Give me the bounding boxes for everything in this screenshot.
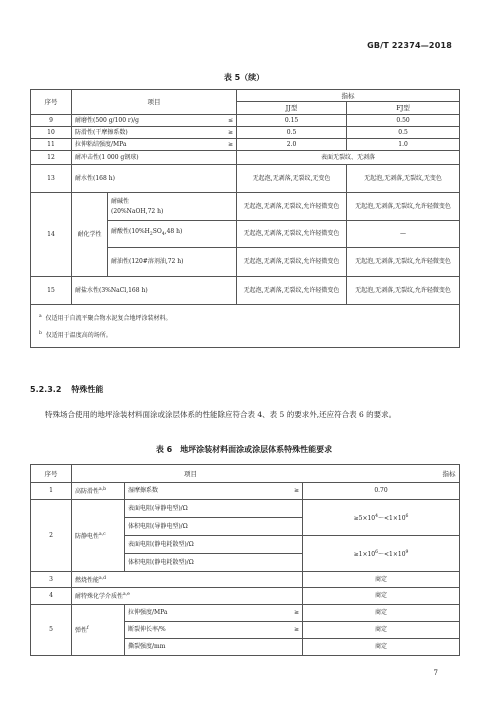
col-header-jj: JJ型 (237, 102, 347, 115)
row-no: 1 (31, 483, 72, 500)
row-item: 表面电阻(静电耗散型)/Ω (125, 536, 303, 554)
row-value-fj: — (347, 221, 460, 248)
table-row (31, 483, 460, 500)
row-no: 14 (31, 193, 72, 277)
table-row (31, 127, 460, 139)
table-row (31, 139, 460, 151)
row-item: 断裂伸长率/% (125, 622, 275, 639)
row-value: 商定 (303, 622, 460, 639)
table6-caption: 表 6 地坪涂装材料面涂或涂层体系特殊性能要求 (155, 445, 333, 454)
row-item: 耐冲击性(1 000 g钢球) (72, 151, 237, 165)
col-header-item: 项目 指标 (72, 465, 460, 483)
row-value-jj: 无起泡,无剥落,无裂纹,允许轻微变色 (237, 277, 347, 305)
col-header-no: 序号 (31, 90, 72, 115)
row-item: 防滑性(干摩擦系数) (72, 127, 209, 139)
row-item: 体积电阻(静电耗散型)/Ω (125, 554, 303, 572)
row-item: 拉伸粘结强度/MPa (72, 139, 209, 151)
row-value-jj: 0.5 (237, 127, 347, 139)
table-row (31, 500, 460, 518)
table-row (31, 605, 460, 622)
table-row (31, 165, 460, 193)
row-value-fj: 0.50 (347, 115, 460, 127)
row-operator: ≥ (275, 622, 303, 639)
row-item: 撕裂强度/mm (125, 639, 303, 656)
row-item: 耐油性(120#溶剂油,72 h) (108, 248, 237, 277)
table-row (31, 588, 460, 605)
row-item: 湿摩擦系数 (125, 483, 275, 500)
page-number: 7 (433, 669, 438, 677)
row-item: 耐碱性 (20%NaOH,72 h) (108, 193, 237, 221)
row-item: 耐酸性($10\%H_2SO_4,48$ h) (108, 221, 237, 248)
row-value-fj: 无起泡,无剥落,无裂纹,允许轻微变色 (347, 277, 460, 305)
row-item: 拉伸强度/MPa (125, 605, 275, 622)
row-group: 耐化学性 (72, 193, 108, 277)
section-heading: 5.2.3.2 特殊性能 (30, 385, 104, 394)
row-value-jj: 无起泡,无剥落,无裂纹,无变色 (237, 165, 347, 193)
row-value-jj: 无起泡,无剥落,无裂纹,允许轻微变色 (237, 248, 347, 277)
row-value-merged: 表面无裂纹、无剥落 (237, 151, 460, 165)
row-no: 13 (31, 165, 72, 193)
row-item: 耐水性(168 h) (72, 165, 237, 193)
row-operator: ≥ (209, 127, 237, 139)
row-operator: ≥ (275, 605, 303, 622)
row-operator: ≥ (209, 139, 237, 151)
row-value-jj: 2.0 (237, 139, 347, 151)
col-header-index: 指标 (237, 90, 460, 102)
col-header-no: 序号 (31, 465, 72, 483)
table-row (31, 151, 460, 165)
row-value: 商定 (303, 588, 460, 605)
row-item: 耐盐水性(3%NaCl,168 h) (72, 277, 237, 305)
row-value-jj: 无起泡,无剥落,无裂纹,允许轻微变色 (237, 193, 347, 221)
row-no: 3 (31, 572, 72, 588)
section-paragraph: 特殊场合使用的地坪涂装材料面涂或涂层体系的性能除应符合表 4、表 5 的要求外,还应符合表 6 的要求。 (45, 410, 397, 419)
table-row (31, 115, 460, 127)
row-no: 5 (31, 605, 72, 656)
row-value-fj: 1.0 (347, 139, 460, 151)
row-value: 商定 (303, 572, 460, 588)
row-value-fj: 0.5 (347, 127, 460, 139)
standard-number: GB/T 22374—2018 (367, 41, 452, 50)
row-item: 耐磨性(500 g/100 r)/g (72, 115, 209, 127)
row-item: 耐特殊化学介质性$^{a,e}$ (72, 588, 303, 605)
row-value-fj: 无起泡,无剥落,无裂纹,允许轻微变色 (347, 248, 460, 277)
row-value-fj: 无起泡,无剥落,无裂纹,允许轻微变色 (347, 193, 460, 221)
table-notes (31, 305, 460, 348)
table-5 (30, 89, 460, 348)
col-header-fj: FJ型 (347, 102, 460, 115)
row-no: 2 (31, 500, 72, 572)
row-value: $\ge 5\times 10^4\sim<1\times 10^6$ (303, 500, 460, 536)
table-note: $^b$ 仅适用于温度高的场所。 (39, 331, 112, 339)
table-row (31, 277, 460, 305)
table-row (31, 572, 460, 588)
col-header-item: 项目 (72, 90, 237, 115)
table-note: $^a$ 仅适用于自流平聚合物水泥复合地坪涂装材料。 (39, 314, 172, 322)
row-group: 弹性$^f$ (72, 605, 125, 656)
row-no: 10 (31, 127, 72, 139)
row-group: 防静电性$^{a,c}$ (72, 500, 125, 572)
table5-caption: 表 5（续） (223, 73, 265, 82)
row-group: 高防滑性$^{a,b}$ (72, 483, 125, 500)
row-value: 0.70 (303, 483, 460, 500)
row-no: 11 (31, 139, 72, 151)
row-value-fj: 无起泡,无剥落,无裂纹,无变色 (347, 165, 460, 193)
row-value: 商定 (303, 605, 460, 622)
row-no: 9 (31, 115, 72, 127)
row-item: 表面电阻(导静电型)/Ω (125, 500, 303, 518)
row-value: $\ge 1\times 10^6\sim<1\times 10^9$ (303, 536, 460, 572)
table-row (31, 193, 460, 221)
row-value-jj: 无起泡,无剥落,无裂纹,允许轻微变色 (237, 221, 347, 248)
row-no: 12 (31, 151, 72, 165)
row-value-jj: 0.15 (237, 115, 347, 127)
row-value: 商定 (303, 639, 460, 656)
row-item: 体积电阻(导静电型)/Ω (125, 518, 303, 536)
table-6 (30, 464, 460, 656)
row-operator: ≥ (275, 483, 303, 500)
row-operator: ≤ (209, 115, 237, 127)
row-no: 4 (31, 588, 72, 605)
row-item: 燃烧性能$^{a,d}$ (72, 572, 303, 588)
row-no: 15 (31, 277, 72, 305)
